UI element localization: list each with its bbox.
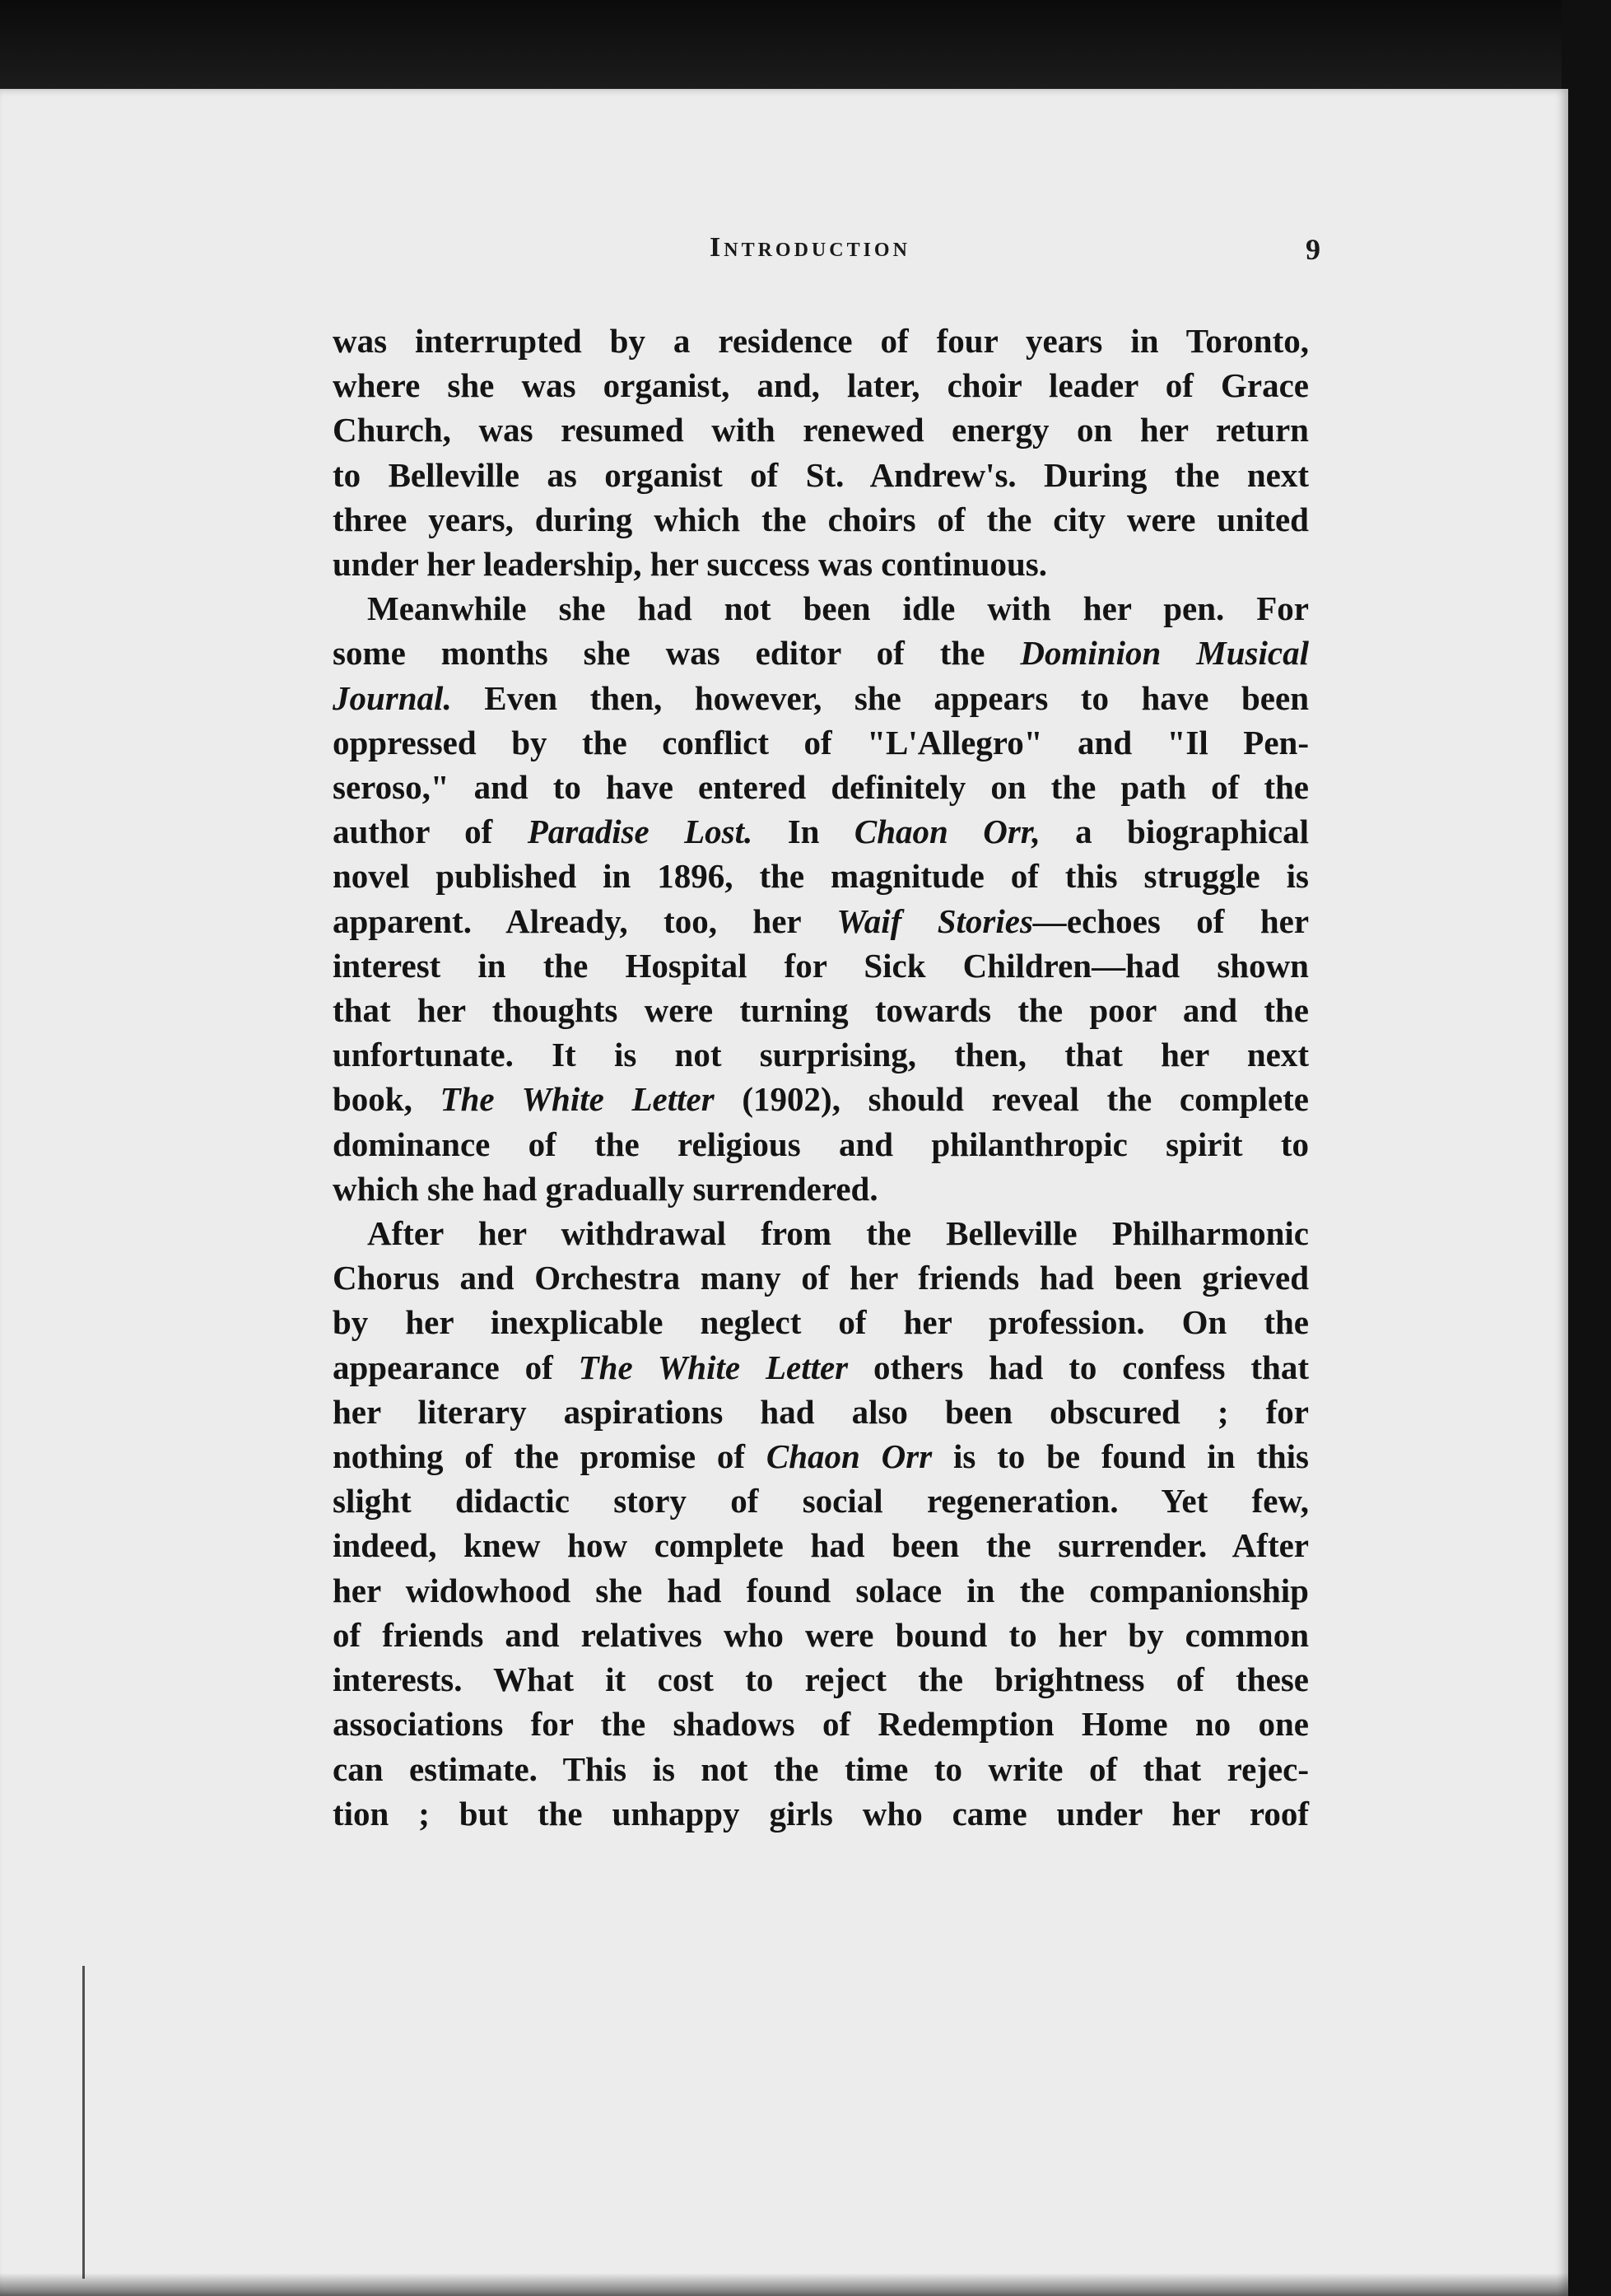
running-head [333,232,1320,282]
text-line: dominance of the religious and philanthropic spirit to [333,1125,1309,1163]
text-segment: Even then, however, she appears to have been [484,678,1310,717]
text-segment: is to be found in this [952,1437,1310,1476]
text-line: her widowhood she had found solace in the companionship [333,1571,1309,1609]
title-dominion-musical: Dominion Musical [1020,634,1309,673]
title-waif-stories: Waif Stories— [836,901,1067,940]
scan-border-right [1562,0,1611,2296]
text-line: her literary aspirations had also been obscured ; for [333,1392,1309,1431]
text-line [333,1345,1309,1390]
title-white-letter: The White Letter [578,1348,849,1386]
title-chaon-orr: Chaon Orr [766,1437,933,1476]
text-line [333,1077,1309,1121]
text-line: oppressed by the conflict of "L'Allegro" and "Il Pen- [333,723,1309,761]
text-line: under her leadership, her success was continuous. [333,545,1047,584]
page-number: 9 [1306,233,1320,266]
title-journal: Journal. [333,678,452,717]
text-line [333,809,1309,854]
text-line: of friends and relatives who were bound to her by common [333,1615,1309,1654]
text-segment: echoes of her [1066,901,1310,940]
text-line: associations for the shadows of Redemption Home no one [333,1705,1309,1744]
text-line: three years, during which the choirs of the city were united [333,500,1309,538]
text-line: After her withdrawal from the Belleville Philharmonic [367,1214,1309,1253]
text-segment: apparent. Already, too, her [333,901,801,940]
text-segment: a biographical [1075,813,1310,851]
text-line: was interrupted by a residence of four years in Toronto, [333,322,1309,360]
text-line: Chorus and Orchestra many of her friends had been grieved [333,1259,1309,1297]
text-segment: nothing of the promise of [333,1437,746,1476]
text-segment: some months she was editor of the [333,634,985,673]
text-line [333,1434,1309,1479]
text-line: unfortunate. It is not surprising, then, that her next [333,1036,1309,1074]
page-bottom-shadow [0,2273,1568,2296]
paragraph-2 [333,586,1309,1211]
text-line: interests. What it cost to reject the brightness of these [333,1660,1309,1699]
scan-border-top [0,0,1611,91]
text-segment: author of [333,813,493,851]
text-line: tion ; but the unhappy girls who came under her roof [333,1794,1309,1833]
text-line [333,676,1309,720]
text-line: where she was organist, and, later, choir leader of Grace [333,366,1309,405]
text-line: indeed, knew how complete had been the surrender. After [333,1526,1309,1565]
text-segment: others had to confess that [873,1348,1310,1386]
text-segment: book, [333,1080,412,1119]
paragraph-3 [333,1211,1309,1836]
text-segment: In [787,813,820,851]
title-chaon-orr: Chaon Orr, [854,813,1041,851]
text-line: by her inexplicable neglect of her profession. On the [333,1303,1309,1342]
text-line: seroso," and to have entered definitely on the path of the [333,768,1309,807]
text-line [333,631,1309,675]
text-line: that her thoughts were turning towards the poor and the [333,991,1309,1030]
body-text [333,319,1309,1836]
text-segment: (1902), should reveal the complete [742,1080,1309,1119]
text-line [333,899,1309,943]
text-line: novel published in 1896, the magnitude of this struggle is [333,857,1309,896]
text-line: to Belleville as organist of St. Andrew's. During the next [333,455,1309,494]
paragraph-1 [333,319,1309,586]
text-line: slight didactic story of social regeneration. Yet few, [333,1482,1309,1521]
title-white-letter: The White Letter [440,1080,715,1119]
text-line: interest in the Hospital for Sick Children—had shown [333,946,1309,985]
text-segment: appearance of [333,1348,553,1386]
text-line: Meanwhile she had not been idle with her pen. For [367,589,1309,628]
text-line: can estimate. This is not the time to write of that rejec- [333,1749,1309,1788]
gutter-line [82,1966,85,2279]
title-paradise-lost: Paradise Lost. [527,813,753,851]
text-line: Church, was resumed with renewed energy on her return [333,411,1309,449]
running-title: Introduction [710,232,910,263]
text-line: which she had gradually surrendered. [333,1169,878,1208]
